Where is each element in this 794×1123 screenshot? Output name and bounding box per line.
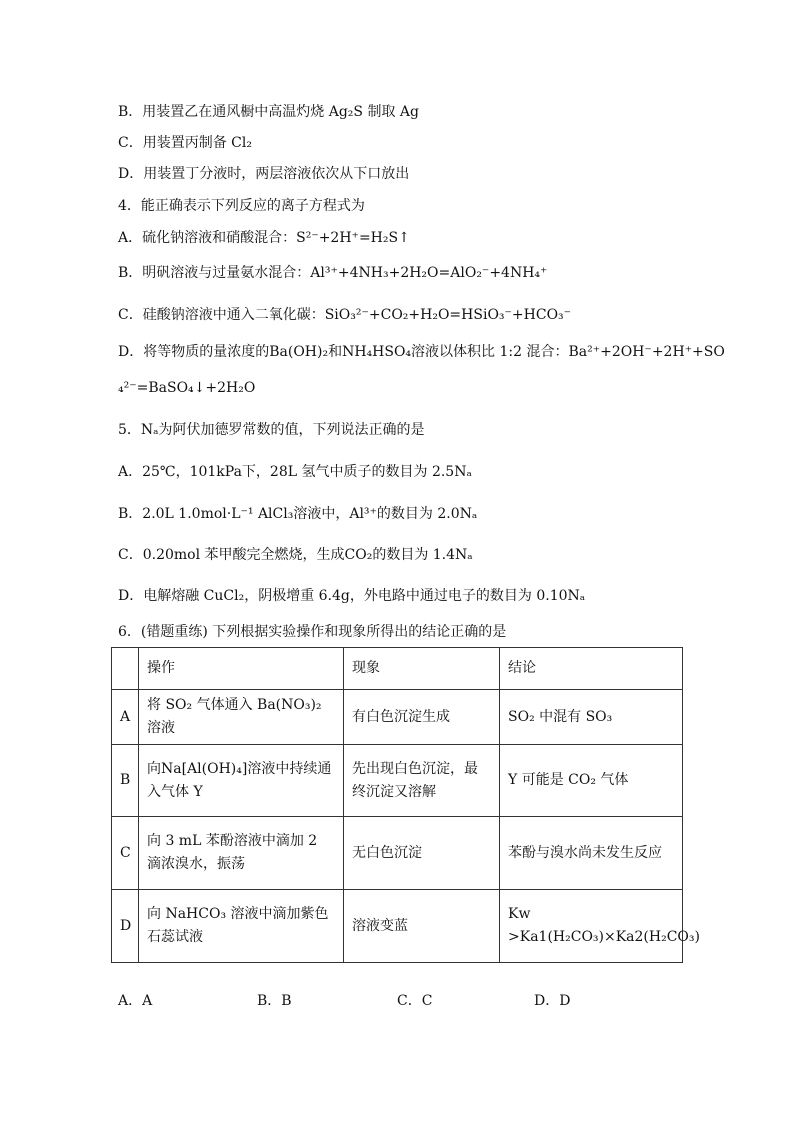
table-row (112, 690, 683, 745)
phenomenon-cell: 无白色沉淀 (344, 817, 500, 890)
choice-a: A．A (118, 993, 153, 1009)
operation-cell: 向 NaHCO₃ 溶液中滴加紫色石蕊试液 (139, 890, 344, 963)
q5-option-d: D．电解熔融 CuCl₂，阴极增重 6.4g，外电路中通过电子的数目为 0.10Nₐ (118, 588, 586, 604)
phenomenon-cell: 先出现白色沉淀，最终沉淀又溶解 (344, 745, 500, 817)
choice-c: C．C (397, 993, 433, 1009)
experiment-table (111, 647, 700, 963)
q3-option-d: D．用装置丁分液时，两层溶液依次从下口放出 (118, 166, 410, 182)
row-label: D (112, 890, 139, 963)
q5-stem: 5．Nₐ为阿伏加德罗常数的值，下列说法正确的是 (118, 422, 425, 438)
header-cell: 现象 (344, 648, 500, 690)
operation-cell: 将 SO₂ 气体通入 Ba(NO₃)₂ 溶液 (139, 690, 344, 745)
row-label: B (112, 745, 139, 817)
operation-cell: 向 3 mL 苯酚溶液中滴加 2 滴浓溴水，振荡 (139, 817, 344, 890)
phenomenon-cell: 有白色沉淀生成 (344, 690, 500, 745)
conclusion-cell: Kw >Ka1(H₂CO₃)×Ka2(H₂CO₃) (500, 890, 683, 963)
q4-option-c: C．硅酸钠溶液中通入二氧化碳：SiO₃²⁻+CO₂+H₂O=HSiO₃⁻+HCO₃⁻ (118, 307, 572, 323)
q4-stem: 4．能正确表示下列反应的离子方程式为 (118, 198, 365, 214)
conclusion-cell: SO₂ 中混有 SO₃ (500, 690, 683, 745)
q6-stem: 6．(错题重练) 下列根据实验操作和现象所得出的结论正确的是 (118, 624, 507, 640)
q5-option-a: A．25℃，101kPa下，28L 氢气中质子的数目为 2.5Nₐ (118, 464, 472, 480)
operation-cell: 向Na[Al(OH)₄]溶液中持续通入气体 Y (139, 745, 344, 817)
q3-option-b: B．用装置乙在通风橱中高温灼烧 Ag₂S 制取 Ag (118, 104, 419, 120)
q4-option-d-cont: ₄²⁻=BaSO₄↓+2H₂O (118, 380, 256, 396)
q4-option-a: A．硫化钠溶液和硝酸混合：S²⁻+2H⁺=H₂S↑ (118, 230, 410, 246)
table-row (112, 817, 683, 890)
choice-d: D．D (534, 993, 571, 1009)
conclusion-cell: Y 可能是 CO₂ 气体 (500, 745, 683, 817)
table-header-row (112, 648, 683, 690)
table-row (112, 890, 683, 963)
header-cell: 操作 (139, 648, 344, 690)
phenomenon-cell: 溶液变蓝 (344, 890, 500, 963)
header-cell: 结论 (500, 648, 683, 690)
table-row (112, 745, 683, 817)
choice-b: B．B (257, 993, 292, 1009)
header-cell (112, 648, 139, 690)
row-label: A (112, 690, 139, 745)
q3-option-c: C．用装置丙制备 Cl₂ (118, 135, 252, 151)
conclusion-cell: 苯酚与溴水尚未发生反应 (500, 817, 683, 890)
q5-option-b: B．2.0L 1.0mol·L⁻¹ AlCl₃溶液中，Al³⁺的数目为 2.0Nₐ (118, 506, 478, 522)
q4-option-d: D．将等物质的量浓度的Ba(OH)₂和NH₄HSO₄溶液以体积比 1:2 混合：Ba²⁺+2OH⁻+2H⁺+SO (118, 344, 725, 360)
row-label: C (112, 817, 139, 890)
q5-option-c: C．0.20mol 苯甲酸完全燃烧，生成CO₂的数目为 1.4Nₐ (118, 547, 473, 563)
q4-option-b: B．明矾溶液与过量氨水混合：Al³⁺+4NH₃+2H₂O=AlO₂⁻+4NH₄⁺ (118, 265, 548, 281)
